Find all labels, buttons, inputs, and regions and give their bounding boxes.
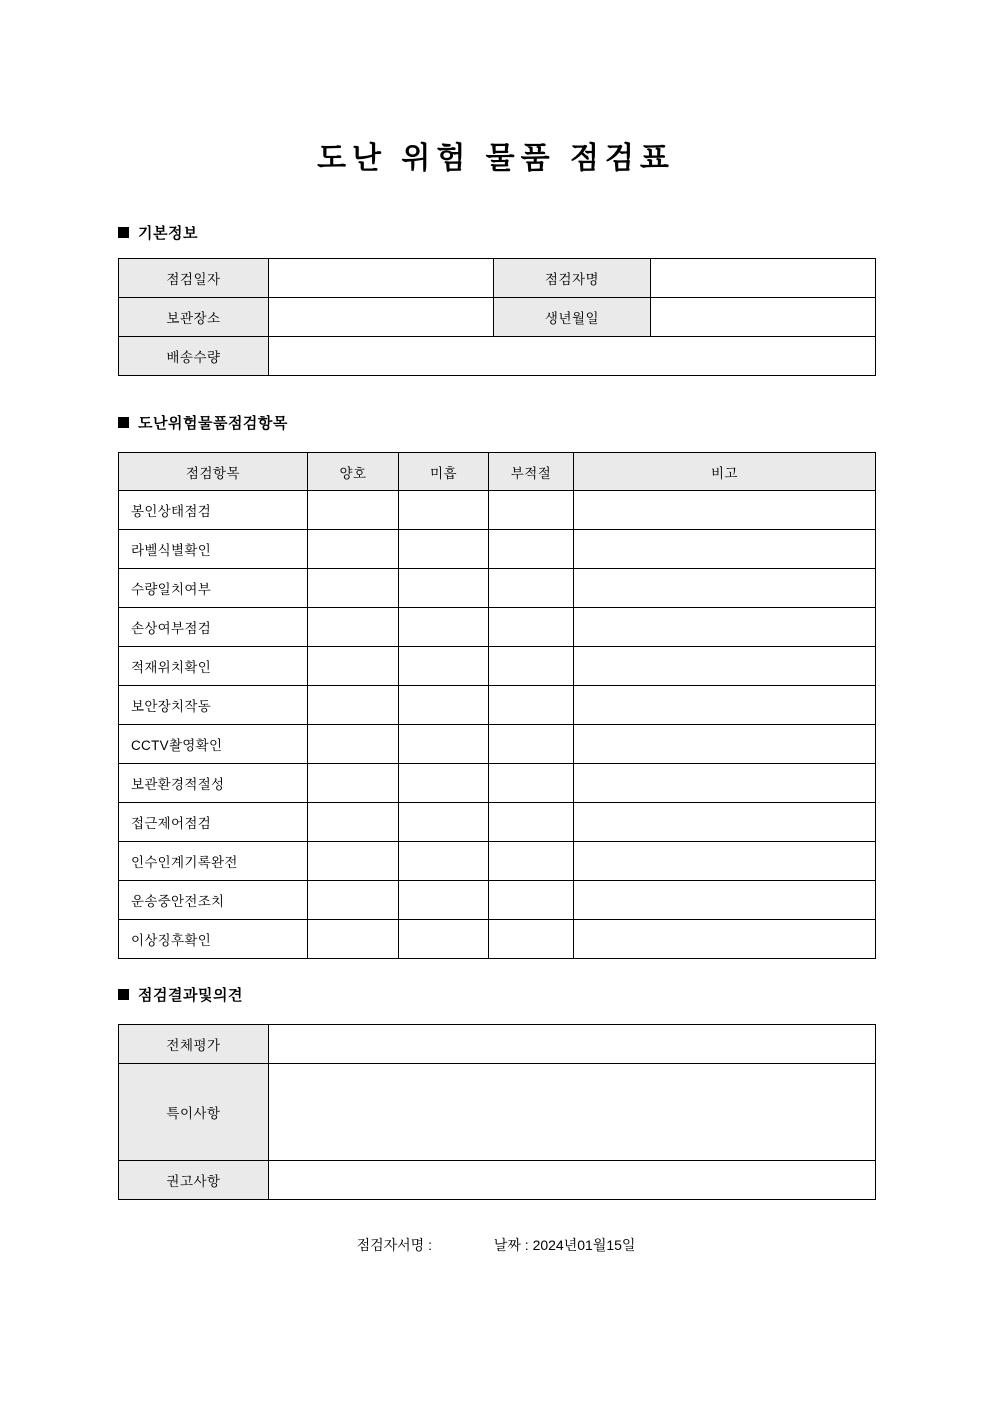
- inspection-item-name: 보안장치작동: [119, 686, 308, 725]
- checkbox-cell-inadequate[interactable]: [489, 764, 574, 803]
- checkbox-cell-good[interactable]: [308, 842, 399, 881]
- remarks-cell[interactable]: [574, 842, 876, 881]
- field-label-birth-date: 생년월일: [494, 298, 651, 337]
- field-value-inspection-date[interactable]: [269, 259, 494, 298]
- result-opinion-table: [118, 1024, 876, 1200]
- remarks-cell[interactable]: [574, 764, 876, 803]
- checkbox-cell-inadequate[interactable]: [489, 647, 574, 686]
- checkbox-cell-inadequate[interactable]: [489, 881, 574, 920]
- field-label-special-notes: 특이사항: [119, 1064, 269, 1161]
- table-row: [119, 686, 876, 725]
- checkbox-cell-poor[interactable]: [399, 881, 489, 920]
- table-row: [119, 1161, 876, 1200]
- checkbox-cell-inadequate[interactable]: [489, 920, 574, 959]
- table-row: [119, 803, 876, 842]
- field-value-recommendations[interactable]: [269, 1161, 876, 1200]
- checkbox-cell-inadequate[interactable]: [489, 530, 574, 569]
- checkbox-cell-poor[interactable]: [399, 920, 489, 959]
- inspection-item-name: 적재위치확인: [119, 647, 308, 686]
- table-row: [119, 569, 876, 608]
- checkbox-cell-poor[interactable]: [399, 530, 489, 569]
- checkbox-cell-poor[interactable]: [399, 647, 489, 686]
- field-value-special-notes[interactable]: [269, 1064, 876, 1161]
- field-value-storage-location[interactable]: [269, 298, 494, 337]
- footer: [0, 1235, 992, 1255]
- column-header-remarks: 비고: [574, 453, 876, 491]
- inspection-item-name: 운송중안전조치: [119, 881, 308, 920]
- date-label: 날짜 : 2024년01월15일: [493, 1237, 636, 1253]
- checkbox-cell-good[interactable]: [308, 647, 399, 686]
- section-heading-result: [118, 984, 243, 1005]
- field-value-overall-evaluation[interactable]: [269, 1025, 876, 1064]
- remarks-cell[interactable]: [574, 608, 876, 647]
- table-row: [119, 647, 876, 686]
- remarks-cell[interactable]: [574, 881, 876, 920]
- table-row: [119, 881, 876, 920]
- table-row: [119, 337, 876, 376]
- checkbox-cell-good[interactable]: [308, 803, 399, 842]
- checkbox-cell-poor[interactable]: [399, 803, 489, 842]
- table-row: [119, 530, 876, 569]
- column-header-poor: 미흡: [399, 453, 489, 491]
- checkbox-cell-good[interactable]: [308, 608, 399, 647]
- checkbox-cell-good[interactable]: [308, 686, 399, 725]
- column-header-good: 양호: [308, 453, 399, 491]
- checkbox-cell-inadequate[interactable]: [489, 725, 574, 764]
- section-heading-inspection-items: [118, 412, 288, 433]
- checkbox-cell-poor[interactable]: [399, 686, 489, 725]
- field-value-delivery-quantity[interactable]: [269, 337, 876, 376]
- section-heading-basic-info: [118, 222, 198, 243]
- square-bullet-icon: [118, 417, 129, 428]
- checkbox-cell-poor[interactable]: [399, 842, 489, 881]
- checkbox-cell-poor[interactable]: [399, 725, 489, 764]
- checkbox-cell-good[interactable]: [308, 920, 399, 959]
- table-row: [119, 298, 876, 337]
- inspection-item-name: 보관환경적절성: [119, 764, 308, 803]
- inspection-item-name: 봉인상태점검: [119, 491, 308, 530]
- table-row: [119, 842, 876, 881]
- column-header-inadequate: 부적절: [489, 453, 574, 491]
- checkbox-cell-poor[interactable]: [399, 491, 489, 530]
- checkbox-cell-good[interactable]: [308, 491, 399, 530]
- checkbox-cell-good[interactable]: [308, 725, 399, 764]
- remarks-cell[interactable]: [574, 530, 876, 569]
- table-row: [119, 1025, 876, 1064]
- signature-label: 점검자서명 :: [356, 1237, 432, 1253]
- table-row: [119, 920, 876, 959]
- checkbox-cell-inadequate[interactable]: [489, 569, 574, 608]
- square-bullet-icon: [118, 989, 129, 1000]
- remarks-cell[interactable]: [574, 569, 876, 608]
- inspection-items-table: [118, 452, 876, 959]
- checkbox-cell-poor[interactable]: [399, 764, 489, 803]
- inspection-item-name: 손상여부점검: [119, 608, 308, 647]
- basic-info-table: [118, 258, 876, 376]
- field-label-overall-evaluation: 전체평가: [119, 1025, 269, 1064]
- checkbox-cell-inadequate[interactable]: [489, 491, 574, 530]
- checkbox-cell-inadequate[interactable]: [489, 608, 574, 647]
- field-label-storage-location: 보관장소: [119, 298, 269, 337]
- square-bullet-icon: [118, 227, 129, 238]
- field-label-inspection-date: 점검일자: [119, 259, 269, 298]
- remarks-cell[interactable]: [574, 491, 876, 530]
- inspection-item-name: 수량일치여부: [119, 569, 308, 608]
- inspection-item-name: 라벨식별확인: [119, 530, 308, 569]
- remarks-cell[interactable]: [574, 803, 876, 842]
- remarks-cell[interactable]: [574, 686, 876, 725]
- field-label-delivery-quantity: 배송수량: [119, 337, 269, 376]
- remarks-cell[interactable]: [574, 725, 876, 764]
- checkbox-cell-inadequate[interactable]: [489, 686, 574, 725]
- checkbox-cell-poor[interactable]: [399, 569, 489, 608]
- checkbox-cell-good[interactable]: [308, 530, 399, 569]
- table-row: [119, 764, 876, 803]
- inspection-item-name: 인수인계기록완전: [119, 842, 308, 881]
- section-heading-basic-info-label: 기본정보: [138, 225, 198, 242]
- remarks-cell[interactable]: [574, 647, 876, 686]
- section-heading-result-label: 점검결과및의견: [138, 987, 243, 1004]
- column-header-item: 점검항목: [119, 453, 308, 491]
- section-heading-inspection-items-label: 도난위험물품점검항목: [138, 415, 288, 432]
- inspection-item-name: 접근제어점검: [119, 803, 308, 842]
- page-title: 도난 위험 물품 점검표: [317, 142, 675, 175]
- checkbox-cell-good[interactable]: [308, 569, 399, 608]
- table-row: [119, 608, 876, 647]
- table-row: [119, 259, 876, 298]
- table-row: [119, 491, 876, 530]
- field-value-birth-date[interactable]: [651, 298, 876, 337]
- table-header-row: [119, 453, 876, 491]
- table-row: [119, 725, 876, 764]
- field-label-inspector-name: 점검자명: [494, 259, 651, 298]
- remarks-cell[interactable]: [574, 920, 876, 959]
- field-value-inspector-name[interactable]: [651, 259, 876, 298]
- checkbox-cell-good[interactable]: [308, 764, 399, 803]
- checkbox-cell-inadequate[interactable]: [489, 842, 574, 881]
- inspection-item-name: 이상징후확인: [119, 920, 308, 959]
- table-row: [119, 1064, 876, 1161]
- checkbox-cell-inadequate[interactable]: [489, 803, 574, 842]
- checkbox-cell-poor[interactable]: [399, 608, 489, 647]
- inspection-item-name: CCTV촬영확인: [119, 725, 308, 764]
- checkbox-cell-good[interactable]: [308, 881, 399, 920]
- field-label-recommendations: 권고사항: [119, 1161, 269, 1200]
